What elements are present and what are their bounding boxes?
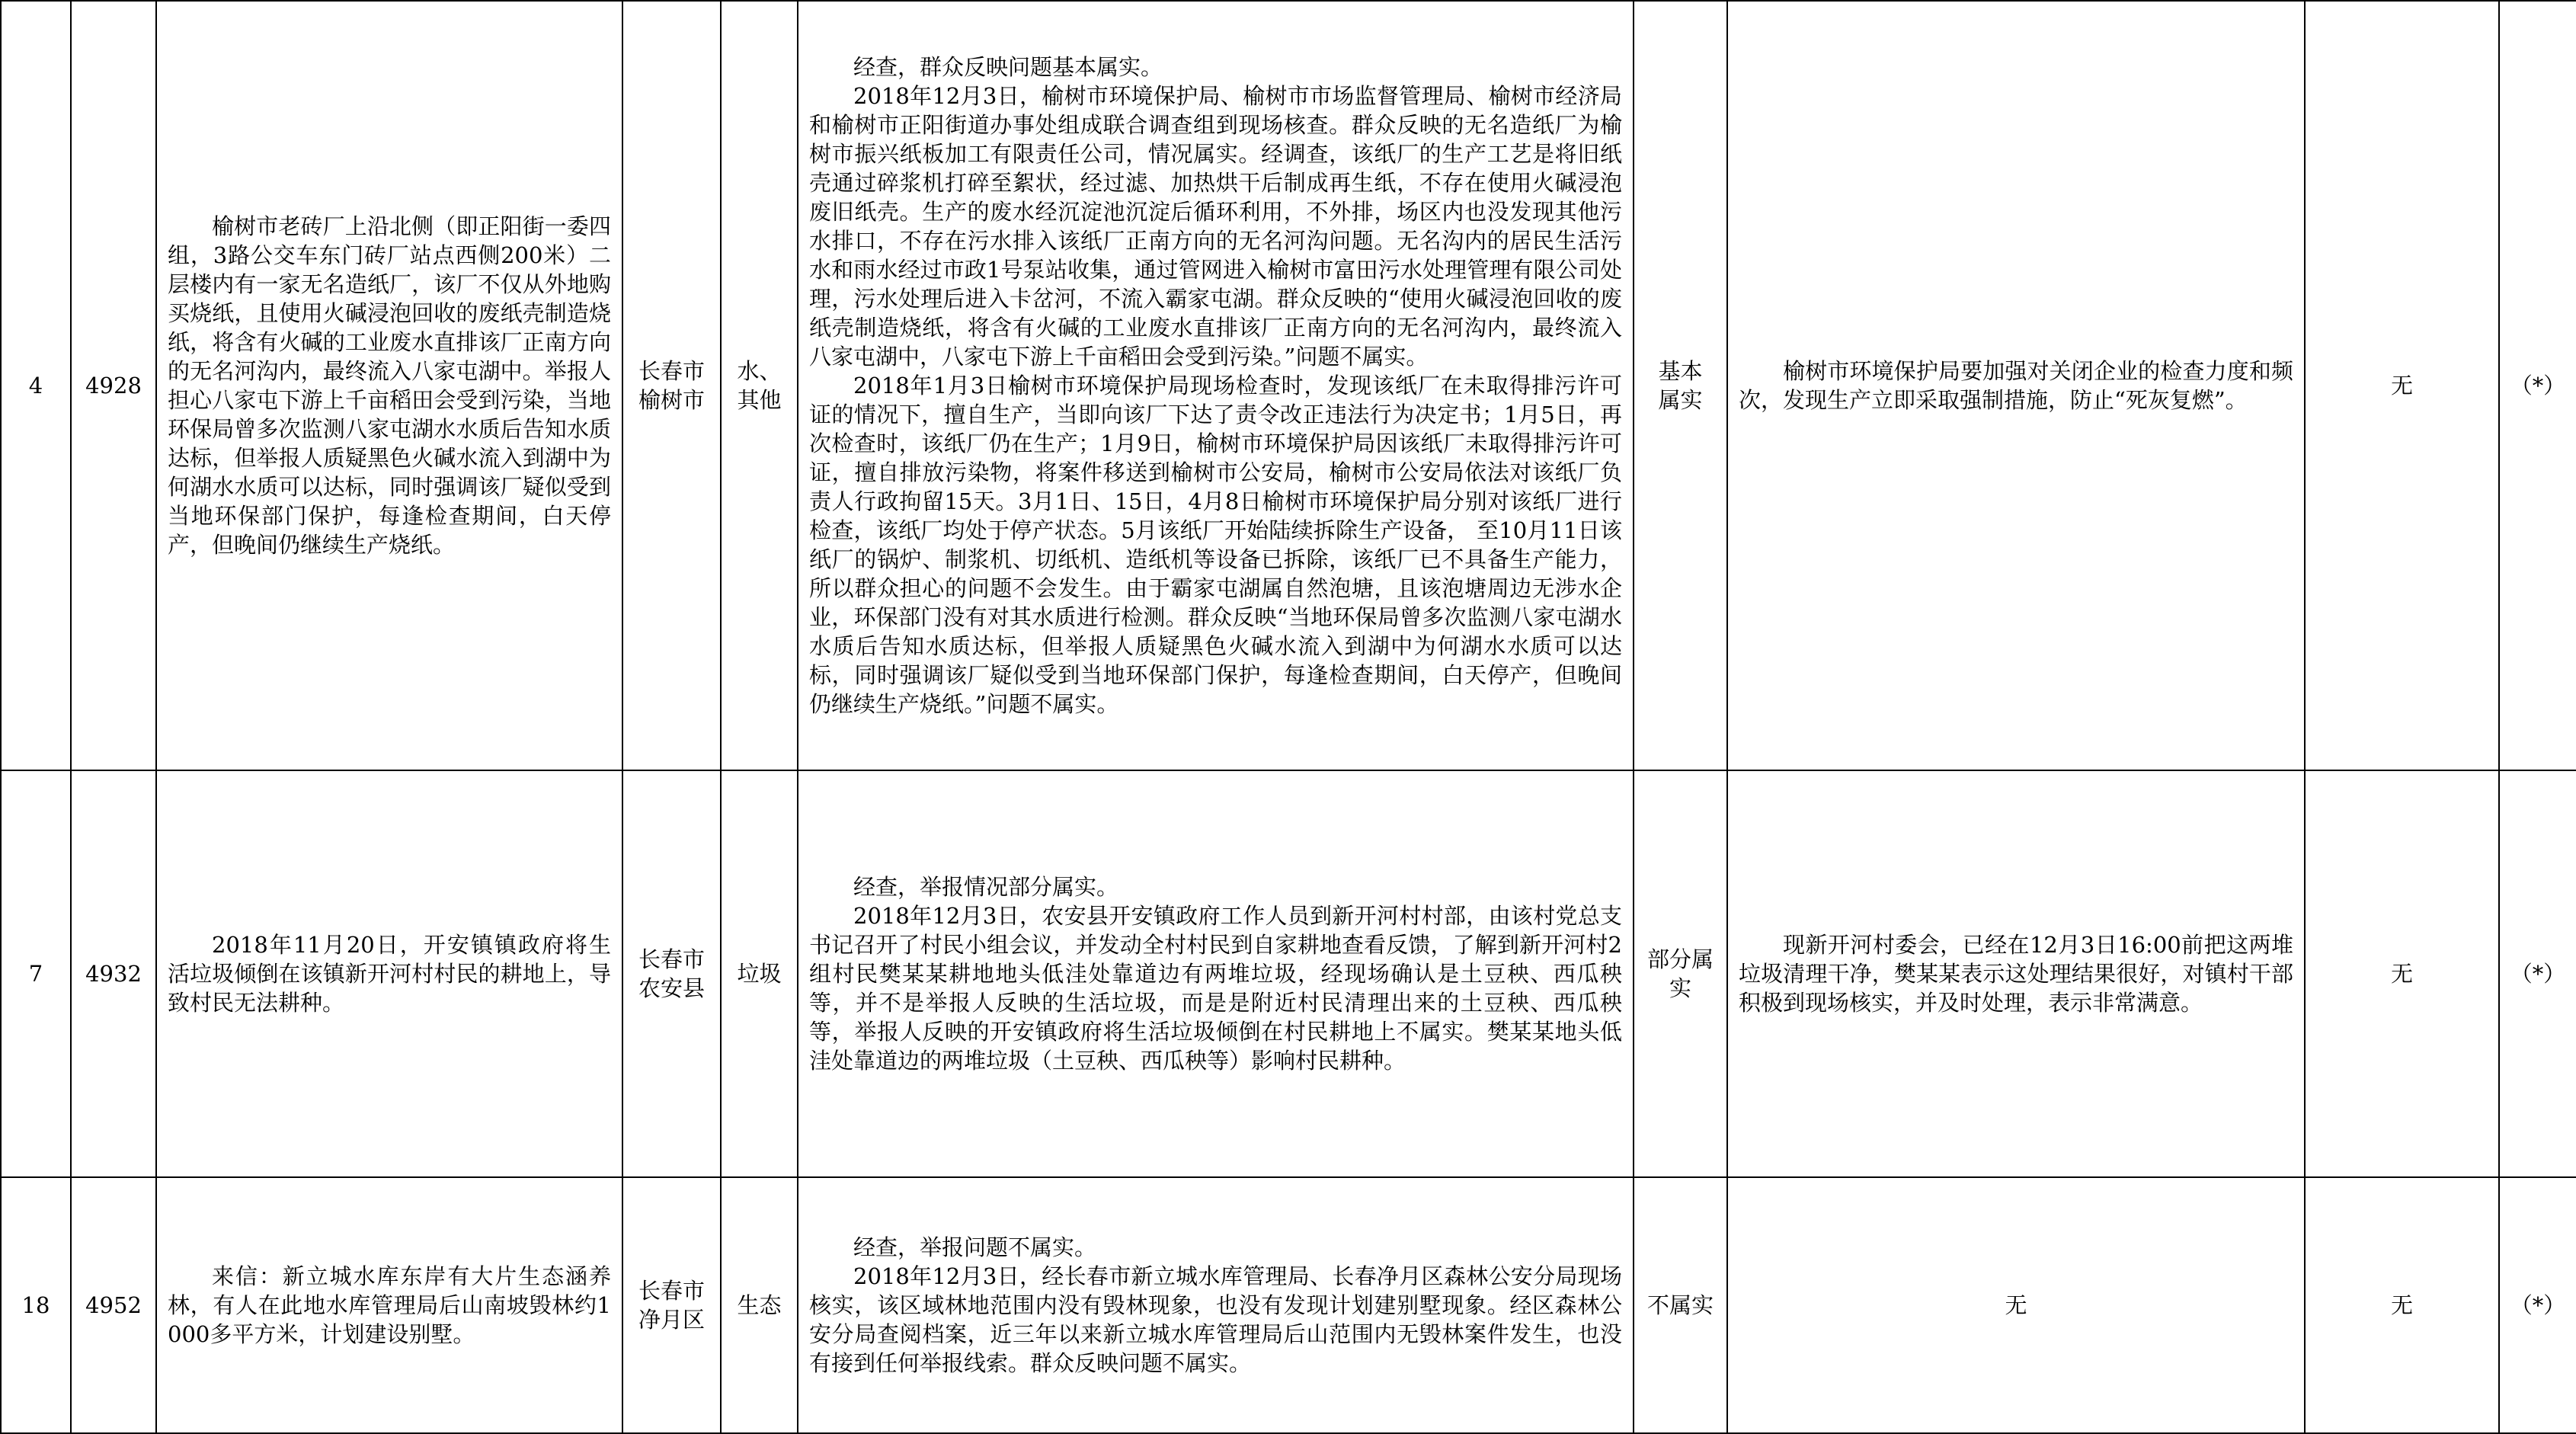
note-cell: （*） (2499, 770, 2576, 1177)
complaint-cell (156, 1, 622, 770)
region-city: 长春市 (638, 946, 705, 972)
handling-cell (1727, 1, 2305, 770)
accountability-cell: 无 (2305, 770, 2499, 1177)
category-line: 其他 (737, 387, 782, 413)
verdict-line: 实 (1669, 975, 1691, 1001)
verdict-cell (1634, 1177, 1727, 1433)
complaint-text: 来信：新立城水库东岸有大片生态涵养林，有人在此地水库管理局后山南坡毁林约1000多平方米，计划建设别墅。 (168, 1263, 611, 1347)
case-number-cell: 4928 (71, 1, 156, 770)
findings-cell (798, 1177, 1634, 1433)
region-district: 农安县 (638, 975, 705, 1001)
complaint-cell (156, 1177, 622, 1433)
handling-text: 现新开河村委会，已经在12月3日16:00前把这两堆垃圾清理干净，樊某某表示这处理结果很好，对镇村干部积极到现场核实，并及时处理，表示非常满意。 (1739, 932, 2293, 1016)
seq-cell: 7 (1, 770, 71, 1177)
findings-paragraph: 2018年12月3日，经长春市新立城水库管理局、长春净月区森林公安分局现场核实，该区域林地范围内没有毁林现象，也没有发现计划建别墅现象。经区森林公安分局查阅档案，近三年以来新立城水库管理局后山范围内无毁林案件发生，也没有接到任何举报线索。群众反映问题不属实。 (809, 1263, 1622, 1376)
table-row (1, 1177, 2576, 1433)
verdict-line: 基本 (1658, 358, 1703, 384)
seq-cell: 18 (1, 1177, 71, 1433)
findings-paragraph: 2018年12月3日，农安县开安镇政府工作人员到新开河村村部，由该村党总支书记召开了村民小组会议，并发动全村村民到自家耕地查看反馈，了解到新开河村2组村民樊某某耕地地头低洼处靠道边有两堆垃圾，经现场确认是土豆秧、西瓜秧等，并不是举报人反映的生活垃圾，而是是附近村民清理出来的土豆秧、西瓜秧等，举报人反映的开安镇政府将生活垃圾倾倒在村民耕地上不属实。樊某某地头低洼处靠道边的两堆垃圾（土豆秧、西瓜秧等）影响村民耕种。 (809, 903, 1622, 1074)
category-line: 垃圾 (737, 961, 782, 987)
region-cell (622, 1177, 721, 1433)
region-cell (622, 1, 721, 770)
region-district: 榆树市 (638, 387, 705, 413)
seq-cell: 4 (1, 1, 71, 770)
region-district: 净月区 (638, 1307, 705, 1333)
verdict-line: 部分属 (1646, 946, 1714, 972)
handling-text: 榆树市环境保护局要加强对关闭企业的检查力度和频次，发现生产立即采取强制措施，防止“死灰复燃”。 (1739, 358, 2293, 413)
findings-cell (798, 770, 1634, 1177)
table-row (1, 770, 2576, 1177)
category-cell (721, 770, 798, 1177)
complaint-text: 2018年11月20日，开安镇镇政府将生活垃圾倾倒在该镇新开河村村民的耕地上，导致村民无法耕种。 (168, 932, 611, 1016)
verdict-cell (1634, 1, 1727, 770)
handling-cell (1727, 770, 2305, 1177)
verdict-line: 不属实 (1646, 1292, 1714, 1318)
category-line: 水、 (737, 358, 782, 384)
category-cell (721, 1177, 798, 1433)
findings-paragraph: 经查，举报问题不属实。 (853, 1234, 1097, 1260)
complaint-cell (156, 770, 622, 1177)
accountability-cell: 无 (2305, 1177, 2499, 1433)
category-cell (721, 1, 798, 770)
findings-paragraph: 2018年1月3日榆树市环境保护局现场检查时，发现该纸厂在未取得排污许可证的情况下，擅自生产，当即向该厂下达了责令改正违法行为决定书；1月5日，再次检查时，该纸厂仍在生产；1月9日，榆树市环境保护局因该纸厂未取得排污许可证，擅自排放污染物，将案件移送到榆树市公安局，榆树市公安局依法对该纸厂负责人行政拘留15天。3月1日、15日，4月8日榆树市环境保护局分别对该纸厂进行检查，该纸厂均处于停产状态。5月该纸厂开始陆续拆除生产设备， 至10月11日该纸厂的锅炉、制浆机、切纸机、造纸机等设备已拆除，该纸厂已不具备生产能力，所以群众担心的问题不会发生。由于霸家屯湖属自然泡塘，且该泡塘周边无涉水企业，环保部门没有对其水质进行检测。群众反映“当地环保局曾多次监测八家屯湖水水质后告知水质达标，但举报人质疑黑色火碱水流入到湖中为何湖水水质可以达标，同时强调该厂疑似受到当地环保部门保护，每逢检查期间，白天停产，但晚间仍继续生产烧纸。”问题不属实。 (809, 373, 1622, 717)
handling-cell: 无 (1727, 1177, 2305, 1433)
findings-paragraph: 2018年12月3日，榆树市环境保护局、榆树市市场监督管理局、榆树市经济局和榆树市正阳街道办事处组成联合调查组到现场核查。群众反映的无名造纸厂为榆树市振兴纸板加工有限责任公司，情况属实。经调查，该纸厂的生产工艺是将旧纸壳通过碎浆机打碎至絮状，经过滤、加热烘干后制成再生纸，不存在使用火碱浸泡废旧纸壳。生产的废水经沉淀池沉淀后循环利用，不外排，场区内也没发现其他污水排口，不存在污水排入该纸厂正南方向的无名河沟问题。无名沟内的居民生活污水和雨水经过市政1号泵站收集，通过管网进入榆树市富田污水处理管理有限公司处理，污水处理后进入卡岔河，不流入霸家屯湖。群众反映的“使用火碱浸泡回收的废纸壳制造烧纸，将含有火碱的工业废水直排该厂正南方向的无名河沟内，最终流入八家屯湖中，八家屯下游上千亩稻田会受到污染。”问题不属实。 (809, 83, 1622, 370)
region-city: 长春市 (638, 1278, 705, 1304)
note-cell: （*） (2499, 1, 2576, 770)
table-row (1, 1, 2576, 770)
findings-cell (798, 1, 1634, 770)
findings-paragraph: 经查，举报情况部分属实。 (853, 874, 1119, 900)
region-city: 长春市 (638, 358, 705, 384)
complaint-text: 榆树市老砖厂上沿北侧（即正阳街一委四组，3路公交车东门砖厂站点西侧200米）二层楼内有一家无名造纸厂，该厂不仅从外地购买烧纸，且使用火碱浸泡回收的废纸壳制造烧纸，将含有火碱的工业废水直排该厂正南方向的无名河沟内，最终流入八家屯湖中。举报人担心八家屯下游上千亩稻田会受到污染，当地环保局曾多次监测八家屯湖水水质后告知水质达标，但举报人质疑黑色火碱水流入到湖中为何湖水水质可以达标，同时强调该厂疑似受到当地环保部门保护，每逢检查期间，白天停产，但晚间仍继续生产烧纸。 (168, 213, 611, 558)
verdict-line: 属实 (1658, 387, 1703, 413)
accountability-cell: 无 (2305, 1, 2499, 770)
verdict-cell (1634, 770, 1727, 1177)
case-number-cell: 4932 (71, 770, 156, 1177)
note-cell: （*） (2499, 1177, 2576, 1433)
findings-paragraph: 经查，群众反映问题基本属实。 (853, 54, 1163, 80)
region-cell (622, 770, 721, 1177)
case-number-cell: 4952 (71, 1177, 156, 1433)
category-line: 生态 (737, 1292, 782, 1318)
